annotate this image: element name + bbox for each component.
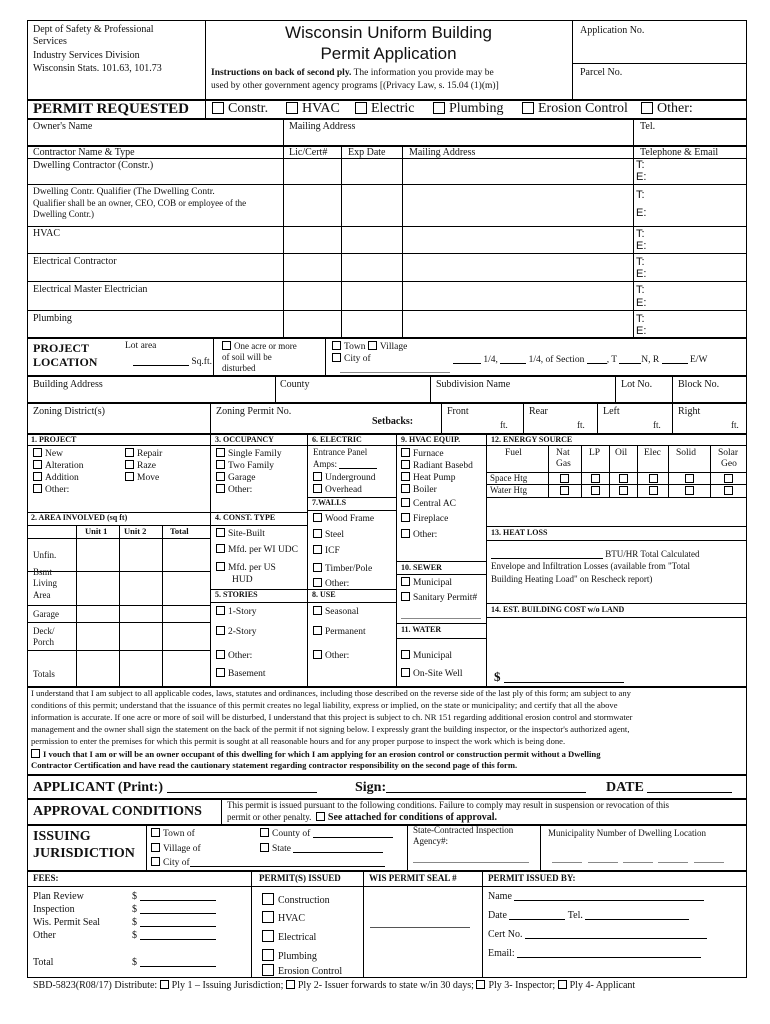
subdivision-label: Subdivision Name <box>436 379 511 390</box>
entrance-panel-label: Entrance Panel <box>313 447 368 457</box>
checkbox[interactable] <box>33 460 42 469</box>
checkbox[interactable] <box>33 484 42 493</box>
dept-line-3: Industry Services Division <box>33 50 140 61</box>
checkbox[interactable] <box>619 474 628 483</box>
owner-mailing-label: Mailing Address <box>289 121 356 132</box>
checkbox[interactable] <box>316 812 325 821</box>
checkbox[interactable] <box>313 578 322 587</box>
jurisdiction-village[interactable]: Village of <box>151 843 201 854</box>
tel-prefix: T: <box>636 284 645 296</box>
contractor-header-mailing: Mailing Address <box>409 147 476 158</box>
jurisdiction-county[interactable]: County of <box>260 828 393 839</box>
checkbox[interactable] <box>433 102 445 114</box>
contractor-row-electrical: Electrical Contractor <box>33 256 117 267</box>
water-section-title: 11. WATER <box>401 625 442 634</box>
checkbox[interactable] <box>724 486 733 495</box>
checkbox[interactable] <box>724 474 733 483</box>
hvac-radiant[interactable]: Radiant Basebd <box>401 460 473 471</box>
project-raze[interactable]: Raze <box>125 460 156 471</box>
electric-underground[interactable]: Underground <box>313 472 375 483</box>
area-unit2-header: Unit 2 <box>124 526 147 536</box>
jurisdiction-city[interactable]: City of <box>151 857 385 868</box>
form-title-2: Permit Application <box>320 44 457 63</box>
occupancy-single[interactable]: Single Family <box>216 448 282 459</box>
statement-line-3: information is accurate. If one acre or more of soil will be disturbed, I understand that this project is subject to ch. NR 151 regarding additional erosion control and stormwater <box>31 712 633 722</box>
project-new[interactable]: New <box>33 448 63 459</box>
checkbox[interactable] <box>560 474 569 483</box>
checkbox[interactable] <box>401 513 410 522</box>
fee-inspection: Inspection <box>33 904 75 915</box>
water-municipal[interactable]: Municipal <box>401 650 452 661</box>
checkbox[interactable] <box>332 341 341 350</box>
setback-left-label: Left <box>603 406 620 417</box>
fee-plan-review: Plan Review <box>33 891 84 902</box>
tel-prefix: T: <box>636 159 645 171</box>
checkbox[interactable] <box>649 486 658 495</box>
checkbox[interactable] <box>641 102 653 114</box>
checkbox[interactable] <box>685 486 694 495</box>
one-acre-line-2: of soil will be <box>222 352 272 362</box>
issued-by-title: PERMIT ISSUED BY: <box>488 873 576 883</box>
checkbox[interactable] <box>313 484 322 493</box>
area-unit1-header: Unit 1 <box>85 526 108 536</box>
use-seasonal[interactable]: Seasonal <box>313 606 359 617</box>
checkbox[interactable] <box>33 448 42 457</box>
checkbox[interactable] <box>401 577 410 586</box>
energy-oil-header: Oil <box>615 448 628 458</box>
project-other[interactable]: Other: <box>33 484 69 495</box>
fee-inspection-amount[interactable]: $ <box>132 904 216 915</box>
energy-solar-header: Solar <box>718 448 739 458</box>
permit-erosion-option[interactable]: Erosion Control <box>522 101 628 116</box>
checkbox[interactable] <box>560 486 569 495</box>
contractor-header-exp: Exp Date <box>348 147 386 158</box>
contractor-row-hvac: HVAC <box>33 228 61 239</box>
applicant-print-field[interactable]: APPLICANT (Print:) <box>33 780 317 795</box>
area-row-unfin-bsmt: Unfin. Bsmt <box>33 550 57 577</box>
tel-prefix: T: <box>636 228 645 240</box>
checkbox[interactable] <box>286 980 295 989</box>
checkbox[interactable] <box>649 474 658 483</box>
email-prefix: E: <box>636 207 647 219</box>
project-move[interactable]: Move <box>125 472 159 483</box>
checkbox[interactable] <box>262 911 274 923</box>
setback-rear-label: Rear <box>529 406 548 417</box>
checkbox[interactable] <box>313 626 322 635</box>
contractor-row-master-electrician: Electrical Master Electrician <box>33 284 148 295</box>
walls-other[interactable]: Other: <box>313 578 349 589</box>
town-village-option[interactable]: Town Village <box>332 341 407 352</box>
permit-constr-option[interactable]: Constr. <box>212 101 268 116</box>
area-total-header: Total <box>170 526 189 536</box>
checkbox[interactable] <box>31 749 40 758</box>
checkbox[interactable] <box>476 980 485 989</box>
project-addition[interactable]: Addition <box>33 472 79 483</box>
approval-conditions-label: APPROVAL CONDITIONS <box>33 804 202 819</box>
permit-issued-plumbing[interactable]: Plumbing <box>262 949 317 962</box>
issuing-label-1: ISSUING <box>33 829 91 844</box>
issuing-label-2: JURISDICTION <box>33 846 135 861</box>
contractor-row-dwelling: Dwelling Contractor (Constr.) <box>33 160 154 171</box>
seal-title: WIS PERMIT SEAL # <box>369 873 457 883</box>
checkbox[interactable] <box>313 545 322 554</box>
walls-icf[interactable]: ICF <box>313 545 340 556</box>
checkbox[interactable] <box>401 484 410 493</box>
occupancy-other[interactable]: Other: <box>216 484 252 495</box>
statement-line-1: I understand that I am subject to all applicable codes, laws, statutes and ordinances, including those described on the reverse side of the last ply of this form; am subject to any <box>31 688 631 698</box>
const-mfd-wi[interactable]: Mfd. per WI UDC <box>216 544 298 555</box>
email-prefix: E: <box>636 240 647 252</box>
checkbox[interactable] <box>151 857 160 866</box>
checkbox[interactable] <box>401 472 410 481</box>
checkbox[interactable] <box>125 460 134 469</box>
jurisdiction-town[interactable]: Town of <box>151 828 195 839</box>
issued-by-cert[interactable]: Cert No. <box>488 929 707 940</box>
hvac-central-ac[interactable]: Central AC <box>401 498 456 509</box>
contractor-row-plumbing: Plumbing <box>33 313 72 324</box>
county-label: County <box>280 379 310 390</box>
project-repair[interactable]: Repair <box>125 448 162 459</box>
energy-fuel-header: Fuel <box>505 448 522 458</box>
applicant-sign-field[interactable]: Sign: <box>355 780 586 795</box>
checkbox[interactable] <box>313 529 322 538</box>
permit-issued-hvac[interactable]: HVAC <box>262 911 305 924</box>
use-other[interactable]: Other: <box>313 650 349 661</box>
checkbox[interactable] <box>151 843 160 852</box>
hvac-boiler[interactable]: Boiler <box>401 484 437 495</box>
fee-permit-seal: Wis. Permit Seal <box>33 917 101 928</box>
issued-by-name[interactable]: Name <box>488 891 704 902</box>
contractor-row-qualifier: Dwelling Contr. Qualifier (The Dwelling Contr. <box>33 187 215 197</box>
email-prefix: E: <box>636 325 647 337</box>
checkbox[interactable] <box>216 650 225 659</box>
permit-issued-construction[interactable]: Construction <box>262 893 330 906</box>
zoning-permit-label: Zoning Permit No. <box>216 406 292 417</box>
checkbox[interactable] <box>216 448 225 457</box>
contractor-header-name: Contractor Name & Type <box>33 147 135 158</box>
const-type-section-title: 4. CONST. TYPE <box>215 513 276 522</box>
approval-text-2: permit or other penalty. See attached for conditions of approval. <box>227 812 497 823</box>
walls-section-title: 7.WALLS <box>312 498 347 507</box>
checkbox[interactable] <box>313 513 322 522</box>
checkbox[interactable] <box>151 828 160 837</box>
ft-unit: ft. <box>653 420 661 430</box>
permit-plumbing-option[interactable]: Plumbing <box>433 101 503 116</box>
tel-prefix: T: <box>636 189 645 201</box>
checkbox[interactable] <box>262 964 274 976</box>
contractor-row-qualifier-sub1: Qualifier shall be an owner, CEO, COB or employee of the <box>33 198 247 208</box>
fee-plan-review-amount[interactable]: $ <box>132 891 216 902</box>
email-prefix: E: <box>636 268 647 280</box>
checkbox[interactable] <box>260 828 269 837</box>
setback-right-label: Right <box>678 406 701 417</box>
checkbox[interactable] <box>313 650 322 659</box>
checkbox[interactable] <box>216 544 225 553</box>
checkbox[interactable] <box>262 893 274 905</box>
project-alteration[interactable]: Alteration <box>33 460 84 471</box>
checkbox[interactable] <box>401 668 410 677</box>
fee-seal-amount[interactable]: $ <box>132 917 216 928</box>
area-section-title: 2. AREA INVOLVED (sq ft) <box>31 513 128 522</box>
hvac-other[interactable]: Other: <box>401 529 437 540</box>
permit-hvac-option[interactable]: HVAC <box>286 101 340 116</box>
checkbox[interactable] <box>619 486 628 495</box>
stories-other[interactable]: Other: <box>216 650 252 661</box>
contractor-header-lic: Lic/Cert# <box>289 147 328 158</box>
area-row-totals: Totals <box>33 669 55 679</box>
stories-basement[interactable]: Basement <box>216 668 265 679</box>
const-site-built[interactable]: Site-Built <box>216 528 265 539</box>
hvac-heat-pump[interactable]: Heat Pump <box>401 472 455 483</box>
checkbox[interactable] <box>401 460 410 469</box>
permit-issued-electrical[interactable]: Electrical <box>262 930 316 943</box>
checkbox[interactable] <box>401 529 410 538</box>
block-no-label: Block No. <box>678 379 720 390</box>
walls-wood[interactable]: Wood Frame <box>313 513 374 524</box>
checkbox[interactable] <box>216 562 225 571</box>
fee-other-amount[interactable]: $ <box>132 930 216 941</box>
checkbox[interactable] <box>401 448 410 457</box>
checkbox[interactable] <box>260 843 269 852</box>
dept-line-2: Services <box>33 36 67 47</box>
occupancy-two[interactable]: Two Family <box>216 460 274 471</box>
seal-number-line[interactable] <box>370 927 470 928</box>
fee-total: Total <box>33 957 54 968</box>
permit-issued-erosion[interactable]: Erosion Control <box>262 964 342 977</box>
lot-area-field[interactable]: Sq.ft. <box>133 357 212 367</box>
checkbox[interactable] <box>216 606 225 615</box>
electric-section-title: 6. ELECTRIC <box>312 435 362 444</box>
statement-line-5: permission to enter the premises for which this permit is sought at all reasonable hours and for any proper purpose to inspect the work which is being done. <box>31 736 566 746</box>
checkbox[interactable] <box>222 341 231 350</box>
area-row-deck: Deck/ Porch <box>33 626 55 647</box>
permit-other-option[interactable]: Other: <box>641 101 693 116</box>
checkbox[interactable] <box>212 102 224 114</box>
sewer-municipal[interactable]: Municipal <box>401 577 452 588</box>
fee-other: Other <box>33 930 56 941</box>
checkbox[interactable] <box>591 486 600 495</box>
checkbox[interactable] <box>332 353 341 362</box>
stories-2[interactable]: 2-Story <box>216 626 257 637</box>
checkbox[interactable] <box>685 474 694 483</box>
statement-line-2: conditions of this permit; understand that the issuance of this permit creates no legal liability, express or implied, on the state or municipality; and certify that all the above <box>31 700 618 710</box>
stories-1[interactable]: 1-Story <box>216 606 257 617</box>
checkbox[interactable] <box>368 341 377 350</box>
checkbox[interactable] <box>216 484 225 493</box>
checkbox[interactable] <box>216 528 225 537</box>
tel-prefix: T: <box>636 256 645 268</box>
checkbox[interactable] <box>401 592 410 601</box>
energy-elec-header: Elec <box>644 448 661 458</box>
energy-lp-header: LP <box>589 448 601 458</box>
owner-tel-label: Tel. <box>640 121 656 132</box>
energy-water-htg: Water Htg <box>490 485 528 495</box>
checkbox[interactable] <box>216 668 225 677</box>
walls-steel[interactable]: Steel <box>313 529 344 540</box>
instructions-line-1: Instructions on back of second ply. The information you provide may be <box>211 68 494 78</box>
hvac-fireplace[interactable]: Fireplace <box>401 513 448 524</box>
ft-unit: ft. <box>500 420 508 430</box>
permit-electric-option[interactable]: Electric <box>355 101 415 116</box>
area-row-living: Living Area <box>33 578 57 600</box>
issued-by-email[interactable]: Email: <box>488 948 701 959</box>
checkbox[interactable] <box>313 472 322 481</box>
checkbox[interactable] <box>313 606 322 615</box>
energy-nat-header: Nat <box>556 448 570 458</box>
agency-label-1: State-Contracted Inspection <box>413 825 514 835</box>
checkbox[interactable] <box>591 474 600 483</box>
instructions-line-2: used by other government agency programs [(Privacy Law, s. 15.04 (1)(m)] <box>211 81 499 91</box>
parcel-no-label: Parcel No. <box>580 67 623 78</box>
checkbox[interactable] <box>216 472 225 481</box>
zoning-district-label: Zoning District(s) <box>33 406 105 417</box>
setbacks-label: Setbacks: <box>372 416 414 427</box>
heat-loss-btu[interactable]: BTU/HR Total Calculated <box>491 550 699 560</box>
footer-distribution: SBD-5823(R08/17) Distribute: Ply 1 – Issuing Jurisdiction; Ply 2- Issuer forwards to state w/in 30 days; Ply 3- Inspector; Ply 4- Applicant <box>33 980 636 991</box>
checkbox[interactable] <box>313 563 322 572</box>
ft-unit: ft. <box>731 420 739 430</box>
issued-by-date-tel[interactable]: Date Tel. <box>488 910 689 921</box>
owner-occupant-vouch-2: Contractor Certification and have read the cautionary statement regarding contractor responsibility on the second page of this form. <box>31 760 518 770</box>
area-row-garage: Garage <box>33 609 59 619</box>
dept-line-4: Wisconsin Stats. 101.63, 101.73 <box>33 63 162 74</box>
fees-title: FEES: <box>33 873 59 883</box>
agency-label-2: Agency#: <box>413 836 448 846</box>
checkbox[interactable] <box>262 949 274 961</box>
dept-line-1: Dept of Safety & Professional <box>33 24 154 35</box>
project-section-title: 1. PROJECT <box>31 435 77 444</box>
checkbox[interactable] <box>262 930 274 942</box>
energy-geo-header: Geo <box>721 459 737 469</box>
one-acre-option[interactable]: One acre or more <box>222 341 297 352</box>
const-hud: HUD <box>232 575 253 585</box>
hvac-furnace[interactable]: Furnace <box>401 448 444 459</box>
stories-section-title: 5. STORIES <box>215 590 258 599</box>
contractor-row-qualifier-sub2: Dwelling Contr.) <box>33 209 94 219</box>
use-section-title: 8. USE <box>312 590 336 599</box>
approval-text-1: This permit is issued pursuant to the following conditions. Failure to comply may result in suspension or revocation of this <box>227 800 669 810</box>
sewer-sanitary[interactable]: Sanitary Permit# <box>401 592 477 603</box>
owner-occupant-vouch[interactable]: I vouch that I am or will be an owner occupant of this dwelling for which I am applying for an erosion control or construction permit without a Dwelling <box>31 749 601 759</box>
checkbox[interactable] <box>522 102 534 114</box>
application-no-label: Application No. <box>580 25 645 36</box>
permits-issued-title: PERMIT(S) ISSUED <box>259 873 341 883</box>
owner-row <box>27 119 747 146</box>
checkbox[interactable] <box>216 460 225 469</box>
checkbox[interactable] <box>216 626 225 635</box>
project-location-label-1: PROJECT <box>33 341 90 355</box>
building-address-label: Building Address <box>33 379 103 390</box>
energy-section-title: 12. ENERGY SOURCE <box>491 435 573 444</box>
checkbox[interactable] <box>401 650 410 659</box>
email-prefix: E: <box>636 171 647 183</box>
lot-no-label: Lot No. <box>621 379 653 390</box>
checkbox[interactable] <box>125 472 134 481</box>
checkbox[interactable] <box>286 102 298 114</box>
walls-timber[interactable]: Timber/Pole <box>313 563 372 574</box>
form-title-1: Wisconsin Uniform Building <box>285 23 492 42</box>
energy-solid-header: Solid <box>676 448 697 458</box>
one-acre-line-3: disturbed <box>222 363 256 373</box>
amps-field[interactable]: Amps: <box>313 460 377 470</box>
legal-description[interactable]: 1/4, 1/4, of Section , T N, R E/W <box>453 355 707 365</box>
heat-loss-line-3: Building Heating Load" on Rescheck report) <box>491 574 653 584</box>
energy-space-htg: Space Htg <box>490 473 528 483</box>
occupancy-garage[interactable]: Garage <box>216 472 255 483</box>
setback-front-label: Front <box>447 406 469 417</box>
hvac-section-title: 9. HVAC EQUIP. <box>401 435 461 444</box>
checkbox[interactable] <box>355 102 367 114</box>
contractor-header-tel: Telephone & Email <box>640 147 719 158</box>
use-permanent[interactable]: Permanent <box>313 626 366 637</box>
permit-requested-label: PERMIT REQUESTED <box>33 101 190 117</box>
occupancy-section-title: 3. OCCUPANCY <box>215 435 274 444</box>
checkbox[interactable] <box>401 498 410 507</box>
checkbox[interactable] <box>33 472 42 481</box>
checkbox[interactable] <box>125 448 134 457</box>
energy-gas-header: Gas <box>556 459 571 469</box>
heat-loss-section-title: 13. HEAT LOSS <box>491 528 548 537</box>
ft-unit: ft. <box>577 420 585 430</box>
const-mfd-us[interactable]: Mfd. per US <box>216 562 276 573</box>
email-prefix: E: <box>636 297 647 309</box>
applicant-date-field[interactable]: DATE <box>606 780 732 795</box>
checkbox[interactable] <box>160 980 169 989</box>
owner-name-label: Owner's Name <box>33 121 93 132</box>
checkbox[interactable] <box>558 980 567 989</box>
project-location-label-2: LOCATION <box>33 355 98 369</box>
jurisdiction-state[interactable]: State <box>260 843 383 854</box>
cost-field[interactable]: $ <box>494 670 624 684</box>
muni-number-label: Municipality Number of Dwelling Location <box>548 828 706 838</box>
water-well[interactable]: On-Site Well <box>401 668 462 679</box>
city-of-option[interactable]: City of <box>332 353 371 364</box>
tel-prefix: T: <box>636 313 645 325</box>
heat-loss-line-2: Envelope and Infiltration Losses (available from "Total <box>491 561 690 571</box>
sewer-section-title: 10. SEWER <box>401 563 442 572</box>
electric-overhead[interactable]: Overhead <box>313 484 362 495</box>
statement-line-4: management and the owner shall sign the statement on the back of the permit if not signing below. I expressly grant the building inspector, or the inspector's authorized agent, <box>31 724 630 734</box>
fee-total-amount[interactable]: $ <box>132 957 216 968</box>
lot-area-label: Lot area <box>125 341 157 351</box>
cost-section-title: 14. EST. BUILDING COST w/o LAND <box>491 605 625 614</box>
